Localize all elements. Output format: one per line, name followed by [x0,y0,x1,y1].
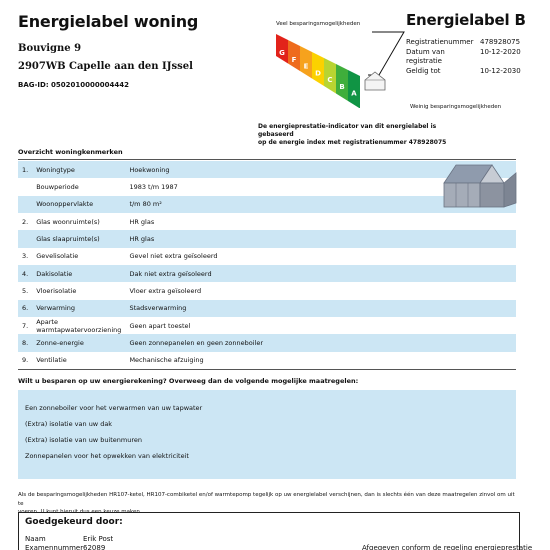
row-label: Gevelisolatie [36,252,79,261]
energy-class-letter: G [279,49,285,57]
row-number [18,196,32,213]
table-row [18,265,516,282]
address-city: 2907WB Capelle aan den IJssel [18,61,193,72]
field-value: 10-12-2030 [480,66,521,75]
row-value: 1983 t/m 1987 [129,183,178,192]
row-label: Bouwperiode [36,183,79,192]
field-key: Datum van registratie [406,47,445,65]
registration-row [406,48,521,67]
indicator-line: op de energie index met registratienummer 478928075 [258,139,447,146]
field-value: 10-12-2020 [480,47,521,56]
row-value: Stadsverwarming [125,300,516,317]
row-value: HR glas [129,217,155,226]
energy-class-letter: A [351,89,357,98]
address-street: Bouvigne 9 [18,43,82,54]
bag-id: BAG-ID: 0502010000004442 [18,81,129,89]
row-number: 6. [18,300,32,317]
energy-class-letter: C [327,76,333,84]
row-number: 8. [18,334,32,351]
row-number: 7. [22,321,29,330]
field-value: 62089 [83,543,106,550]
energy-scale-graphic [272,28,410,108]
row-number [18,230,32,247]
registration-row [406,67,521,77]
row-value: Dak niet extra geïsoleerd [125,265,516,282]
page-title: Energielabel woning [18,12,199,31]
note-line: voeren. U kunt hieruit dus een keuze maken. [18,509,142,515]
indicator-explanation [258,123,468,147]
row-label: Woonoppervlakte [32,196,125,213]
field-key: Naam [25,535,46,543]
scale-bottom-caption: Weinig besparingsmogelijkheden [410,104,502,110]
field-key: Registratienummer [406,38,474,46]
row-value: t/m 80 m² [125,196,516,213]
table-row [18,213,516,230]
energy-class-letter: F [291,55,297,64]
row-number: 5. [22,287,29,296]
row-label: Vloerisolatie [36,287,77,296]
row-number: 9. [22,356,29,365]
table-row [18,317,516,334]
indicator-line: De energieprestatie-indicator van dit energielabel is gebaseerd [258,123,437,138]
energy-label-title: Energielabel B [406,11,526,29]
registration-row [406,38,521,48]
row-label: Woningtype [32,161,125,178]
table-row [18,230,516,247]
scale-top-caption: Veel besparingsmogelijkheden [276,21,361,27]
row-label: Glas woonruimte(s) [36,217,100,226]
row-label: Dakisolatie [32,265,125,282]
field-value: Erik Post [83,535,114,543]
measure-item: (Extra) isolatie van uw dak [25,420,113,428]
table-row [18,352,516,369]
measure-item: Zonnepanelen voor het opwekken van elektriciteit [25,452,189,460]
table-row [18,334,516,351]
energy-class-letter: B [339,82,345,91]
row-label: Glas slaapruimte(s) [32,230,125,247]
house-icon [442,163,518,211]
row-value: Geen apart toestel [129,321,191,330]
measures-question: Wilt u besparen op uw energierekening? Overweeg dan de volgende mogelijke maatregelen: [18,377,359,385]
approval-details [25,535,113,550]
note-line: Als de besparingsmogelijkheden HR107-ketel, HR107-combiketel en/of warmtepomp tegelijk op uw energielabel verschijnen, dan is slechts één van deze maatregelen zinvol om uit te [18,492,515,507]
field-key: Geldig tot [406,66,441,75]
field-key: Examennummer [25,543,84,550]
row-number: 4. [18,265,32,282]
approval-row [25,544,113,550]
table-row [18,282,516,299]
row-label: Zonne-energie [32,334,125,351]
measure-item: Een zonneboiler voor het verwarmen van uw tapwater [25,404,203,412]
row-value: HR glas [125,230,516,247]
row-number: 3. [22,252,29,261]
table-row [18,248,516,265]
approval-row [25,535,113,544]
row-value: Vloer extra geïsoleerd [129,287,202,296]
overview-heading: Overzicht woningkenmerken [18,148,123,156]
approval-title: Goedgekeurd door: [25,517,123,527]
table-row [18,300,516,317]
row-number [18,178,32,195]
row-value: Gevel niet extra geïsoleerd [129,252,218,261]
energy-class-letter: E [303,62,309,71]
field-value: 478928075 [480,38,521,46]
registration-details [406,38,521,76]
row-label: Verwarming [32,300,125,317]
row-number: 2. [22,217,29,226]
measure-item: (Extra) isolatie van uw buitenmuren [25,436,143,444]
divider [18,159,516,160]
measures-list [18,390,516,479]
row-value: Hoekwoning [125,161,516,178]
divider [18,369,516,370]
energy-class-letter: D [315,69,321,78]
row-label: Aparte warmtapwatervoorziening [36,317,122,334]
conform-text: Afgegeven conform de regeling energieprestatie [362,544,533,550]
row-label: Ventilatie [36,356,67,365]
row-value: Mechanische afzuiging [129,356,204,365]
row-number: 1. [18,161,32,178]
row-value: Geen zonnepanelen en geen zonneboiler [125,334,516,351]
